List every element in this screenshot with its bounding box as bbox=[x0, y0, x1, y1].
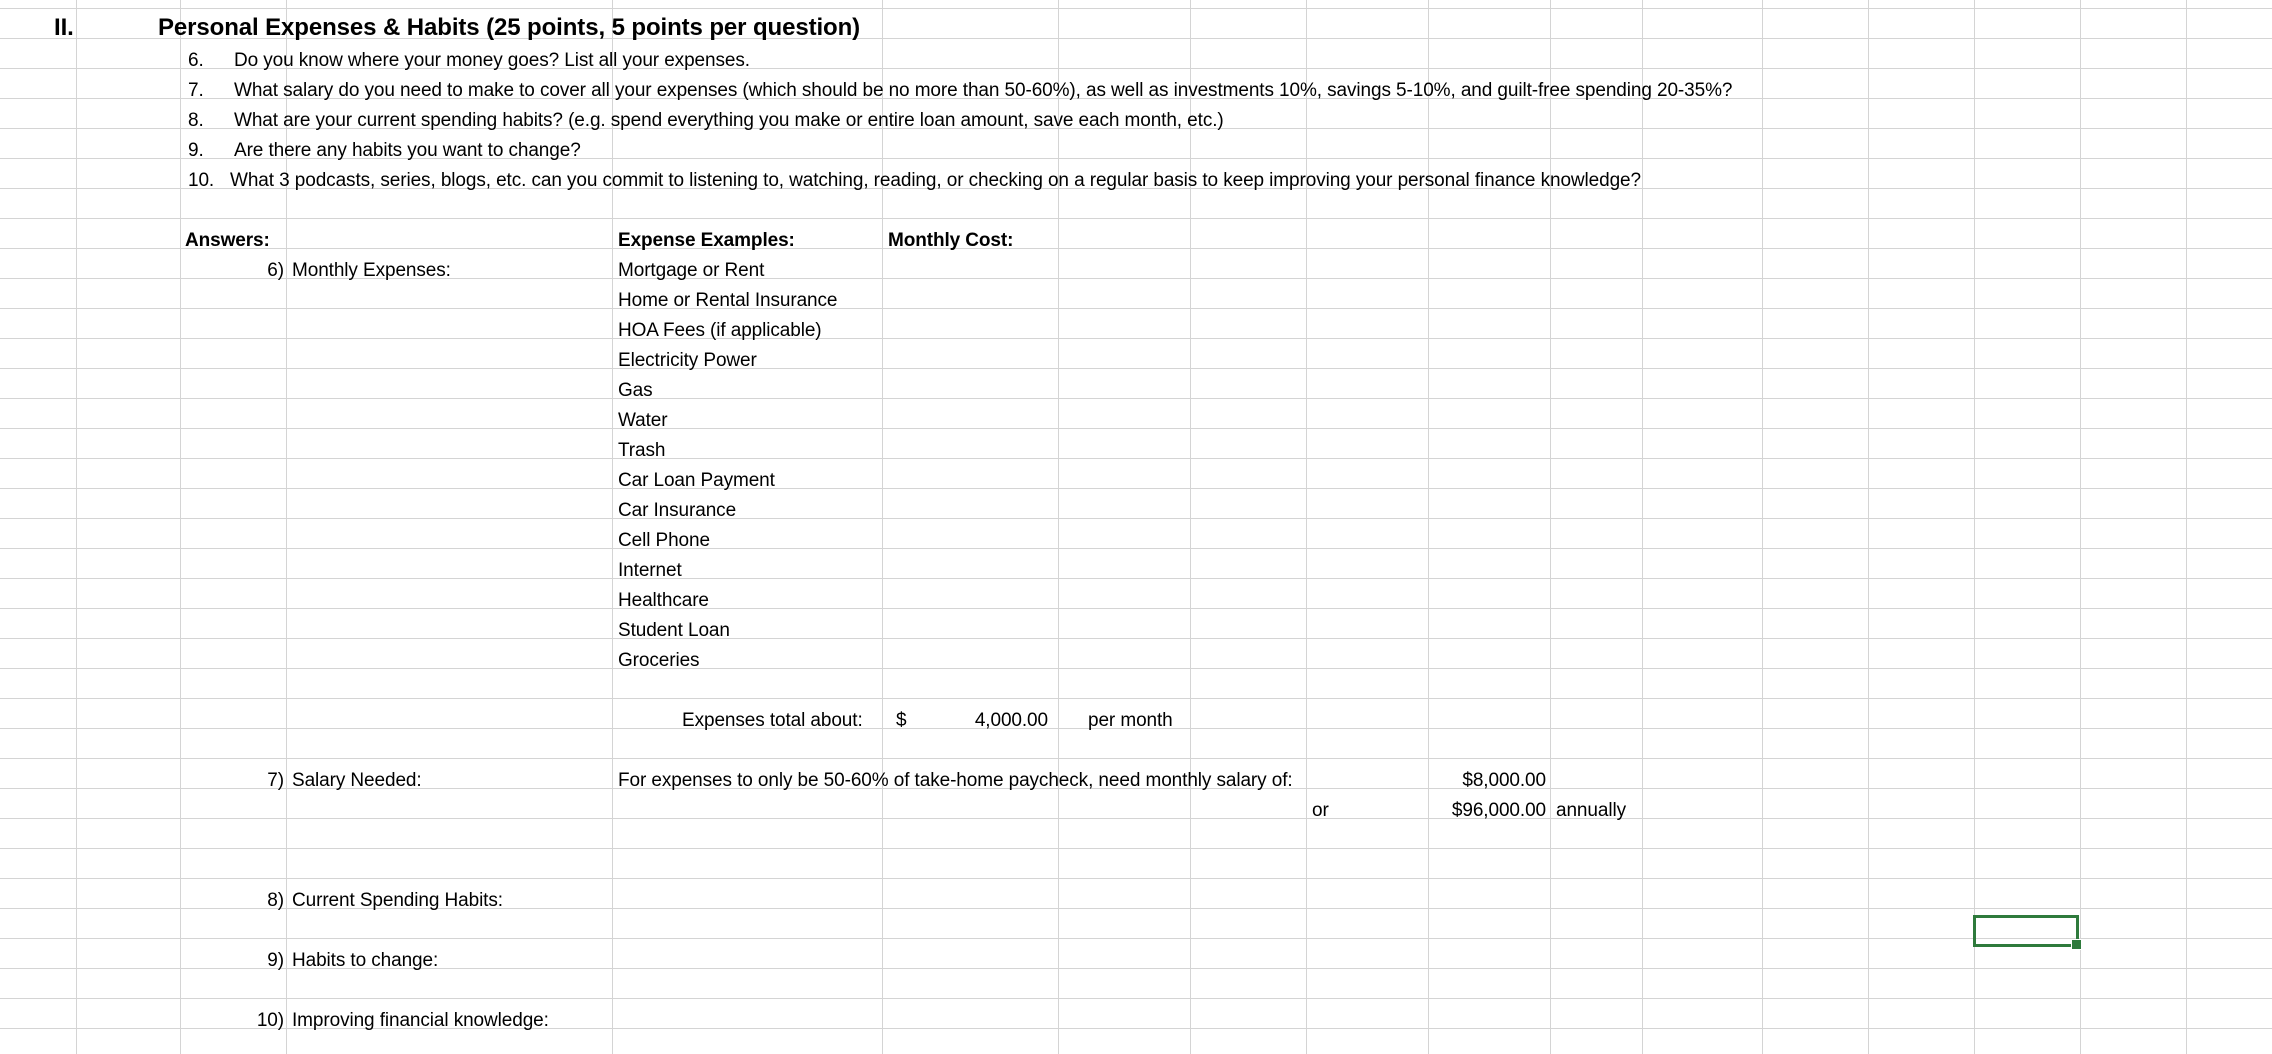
row-gridline bbox=[0, 578, 2272, 579]
row-gridline bbox=[0, 938, 2272, 939]
question-text: Are there any habits you want to change? bbox=[234, 140, 581, 161]
question-num: 7. bbox=[188, 80, 204, 101]
column-gridline bbox=[2186, 0, 2187, 1054]
row-gridline bbox=[0, 518, 2272, 519]
question-text: What salary do you need to make to cover all your expenses (which should be no more than 50-60%), as well as investments 10%, savings 5-10%, and guilt-free spending 20-35%? bbox=[234, 80, 1733, 101]
row-gridline bbox=[0, 998, 2272, 999]
row-gridline bbox=[0, 698, 2272, 699]
column-gridline bbox=[1550, 0, 1551, 1054]
section-title: Personal Expenses & Habits (25 points, 5 points per question) bbox=[158, 14, 861, 41]
question-num: 9. bbox=[188, 140, 204, 161]
column-gridline bbox=[2080, 0, 2081, 1054]
question-num: 6. bbox=[188, 50, 204, 71]
row-gridline bbox=[0, 428, 2272, 429]
column-gridline bbox=[612, 0, 613, 1054]
expense-item: Mortgage or Rent bbox=[618, 260, 765, 281]
salary-needed-label: Salary Needed: bbox=[292, 770, 422, 791]
row-gridline bbox=[0, 218, 2272, 219]
row-gridline bbox=[0, 608, 2272, 609]
row-gridline bbox=[0, 458, 2272, 459]
monthly-salary-value: $8,000.00 bbox=[1462, 770, 1546, 791]
column-gridline bbox=[1642, 0, 1643, 1054]
answer-num-10: 10) bbox=[256, 1010, 284, 1031]
column-gridline bbox=[1190, 0, 1191, 1054]
expense-item: Gas bbox=[618, 380, 653, 401]
column-gridline bbox=[1306, 0, 1307, 1054]
spending-habits-label: Current Spending Habits: bbox=[292, 890, 503, 911]
row-gridline bbox=[0, 338, 2272, 339]
column-gridline bbox=[1058, 0, 1059, 1054]
habits-to-change-label: Habits to change: bbox=[292, 950, 439, 971]
expenses-total-label: Expenses total about: bbox=[682, 710, 863, 731]
or-label: or bbox=[1312, 800, 1329, 821]
question-num: 10. bbox=[188, 170, 215, 191]
section-number: II. bbox=[54, 14, 74, 41]
annually-label: annually bbox=[1556, 800, 1626, 821]
question-text: What 3 podcasts, series, blogs, etc. can you commit to listening to, watching, reading, or checking on a regular basis to keep improving your personal finance knowledge? bbox=[230, 170, 1641, 191]
column-gridline bbox=[1974, 0, 1975, 1054]
row-gridline bbox=[0, 758, 2272, 759]
column-gridline bbox=[882, 0, 883, 1054]
column-gridline bbox=[180, 0, 181, 1054]
row-gridline bbox=[0, 668, 2272, 669]
column-gridline bbox=[76, 0, 77, 1054]
column-gridline bbox=[1868, 0, 1869, 1054]
expense-item: Electricity Power bbox=[618, 350, 757, 371]
row-gridline bbox=[0, 548, 2272, 549]
expense-item: Car Loan Payment bbox=[618, 470, 775, 491]
answer-num-6: 6) bbox=[267, 260, 284, 281]
row-gridline bbox=[0, 398, 2272, 399]
answer-num-8: 8) bbox=[267, 890, 284, 911]
column-gridline bbox=[1762, 0, 1763, 1054]
answer-num-7: 7) bbox=[267, 770, 284, 791]
row-gridline bbox=[0, 488, 2272, 489]
expense-item: Internet bbox=[618, 560, 682, 581]
answers-header: Answers: bbox=[185, 230, 270, 251]
expense-examples-header: Expense Examples: bbox=[618, 230, 795, 251]
answer-num-9: 9) bbox=[267, 950, 284, 971]
row-gridline bbox=[0, 308, 2272, 309]
row-gridline bbox=[0, 818, 2272, 819]
expense-item: HOA Fees (if applicable) bbox=[618, 320, 822, 341]
row-gridline bbox=[0, 368, 2272, 369]
fill-handle[interactable] bbox=[2071, 939, 2082, 950]
expenses-total-amount: 4,000.00 bbox=[974, 710, 1048, 731]
row-gridline bbox=[0, 638, 2272, 639]
per-month-label: per month bbox=[1088, 710, 1173, 731]
salary-explanation: For expenses to only be 50-60% of take-home paycheck, need monthly salary of: bbox=[618, 770, 1293, 791]
question-text: Do you know where your money goes? List all your expenses. bbox=[234, 50, 750, 71]
expense-item: Groceries bbox=[618, 650, 700, 671]
question-text: What are your current spending habits? (e.g. spend everything you make or entire loan amount, save each month, etc.) bbox=[234, 110, 1224, 131]
column-gridline bbox=[1428, 0, 1429, 1054]
expense-item: Home or Rental Insurance bbox=[618, 290, 838, 311]
expense-item: Water bbox=[618, 410, 668, 431]
row-gridline bbox=[0, 8, 2272, 9]
expense-item: Car Insurance bbox=[618, 500, 737, 521]
question-num: 8. bbox=[188, 110, 204, 131]
monthly-expenses-label: Monthly Expenses: bbox=[292, 260, 451, 281]
currency-symbol: $ bbox=[896, 710, 907, 731]
expense-item: Student Loan bbox=[618, 620, 730, 641]
expense-item: Trash bbox=[618, 440, 666, 461]
financial-knowledge-label: Improving financial knowledge: bbox=[292, 1010, 549, 1031]
annual-salary-value: $96,000.00 bbox=[1451, 800, 1546, 821]
row-gridline bbox=[0, 878, 2272, 879]
monthly-cost-header: Monthly Cost: bbox=[888, 230, 1014, 251]
expense-item: Cell Phone bbox=[618, 530, 710, 551]
selected-cell[interactable] bbox=[1973, 915, 2079, 947]
expense-item: Healthcare bbox=[618, 590, 709, 611]
row-gridline bbox=[0, 848, 2272, 849]
row-gridline bbox=[0, 248, 2272, 249]
